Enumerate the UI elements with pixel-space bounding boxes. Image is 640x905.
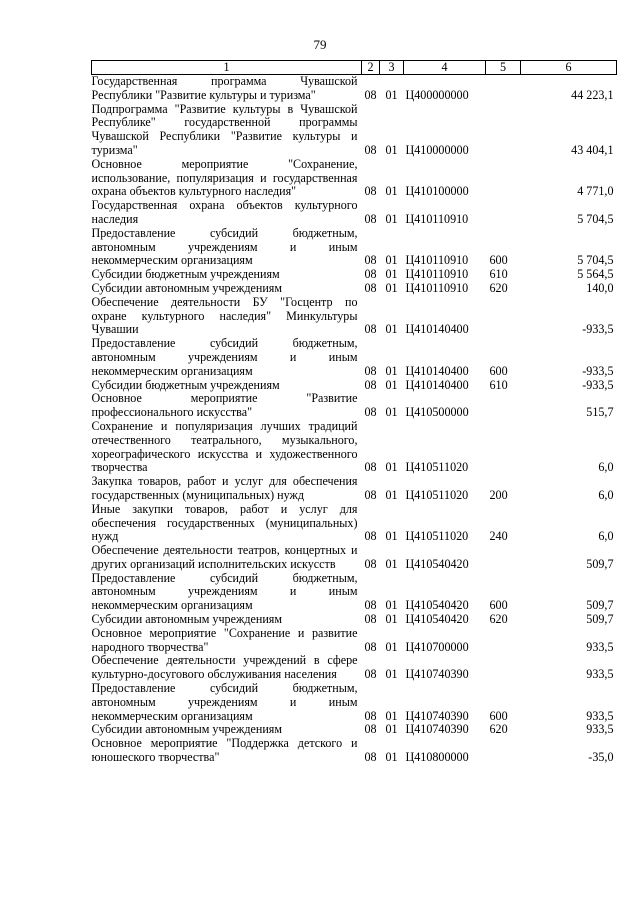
row-subsection: 01 [385, 612, 398, 627]
row-target-code: Ц410511020 [405, 460, 469, 475]
row-expense-group: 600 [489, 253, 508, 268]
row-expense-group: 240 [489, 529, 508, 544]
row-target-code: Ц410511020 [405, 487, 469, 502]
row-section: 08 [364, 142, 377, 157]
row-target-code: Ц410140400 [405, 322, 469, 337]
row-name: Государственная программа Чувашской Республики "Развитие культуры и туризма" [91, 74, 358, 102]
row-target-code: Ц410740390 [405, 708, 469, 723]
row-expense-group: 600 [489, 363, 508, 378]
table-row [92, 627, 617, 655]
row-section: 08 [364, 460, 377, 475]
row-amount: 5 704,5 [577, 253, 614, 268]
row-amount: 933,5 [586, 639, 614, 654]
row-amount: 5 704,5 [577, 211, 614, 226]
row-target-code: Ц410140400 [405, 377, 469, 392]
row-expense-group [486, 627, 521, 655]
row-expense-group: 600 [489, 598, 508, 613]
row-expense-group: 620 [489, 722, 508, 737]
row-expense-group: 620 [489, 280, 508, 295]
header-col-3: 3 [380, 61, 404, 75]
table-row [92, 158, 617, 199]
row-section: 08 [364, 267, 377, 282]
row-name: Субсидии бюджетным учреждениям [91, 377, 280, 392]
row-target-code: Ц410110910 [405, 253, 469, 268]
row-amount: 44 223,1 [571, 87, 614, 102]
row-expense-group [486, 420, 521, 475]
row-section: 08 [364, 363, 377, 378]
row-name: Обеспечение деятельности учреждений в сфере культурно-досугового обслуживания населения [91, 653, 358, 682]
row-subsection: 01 [385, 639, 398, 654]
row-name: Основное мероприятие "Сохранение, использование, популяризация и государственная охрана объектов культурного наследия" [91, 156, 358, 199]
header-col-5: 5 [486, 61, 521, 75]
table-row [92, 737, 617, 765]
row-target-code: Ц410110910 [405, 267, 469, 282]
row-amount: 509,7 [586, 556, 614, 571]
row-expense-group [486, 654, 521, 682]
row-section: 08 [364, 184, 377, 199]
row-amount: 509,7 [586, 598, 614, 613]
table-body [92, 75, 617, 765]
row-subsection: 01 [385, 280, 398, 295]
row-amount: -933,5 [582, 377, 614, 392]
row-name: Государственная охрана объектов культурного наследия [91, 198, 358, 226]
row-name: Предоставление субсидий бюджетным, автономным учреждениям и иным некоммерческим организациям [91, 570, 358, 613]
row-target-code: Ц410540420 [405, 556, 469, 571]
table-row [92, 227, 617, 268]
row-amount: 933,5 [586, 667, 614, 682]
row-subsection: 01 [385, 405, 398, 420]
row-expense-group [486, 103, 521, 158]
row-section: 08 [364, 556, 377, 571]
row-amount: 43 404,1 [571, 142, 614, 157]
row-subsection: 01 [385, 722, 398, 737]
row-name: Предоставление субсидий бюджетным, автономным учреждениям и иным некоммерческим организациям [91, 681, 358, 723]
row-target-code: Ц410100000 [405, 184, 469, 199]
row-subsection: 01 [385, 363, 398, 378]
row-amount: 6,0 [598, 487, 614, 502]
table-row [92, 544, 617, 572]
row-amount: 6,0 [598, 460, 614, 475]
row-section: 08 [364, 722, 377, 737]
row-subsection: 01 [385, 322, 398, 337]
row-amount: 140,0 [586, 280, 614, 295]
table-row [92, 503, 617, 544]
row-subsection: 01 [385, 142, 398, 157]
row-name: Субсидии автономным учреждениям [91, 722, 283, 737]
row-expense-group [486, 158, 521, 199]
row-subsection: 01 [385, 87, 398, 102]
row-expense-group: 200 [489, 487, 508, 502]
row-expense-group [486, 544, 521, 572]
row-subsection: 01 [385, 667, 398, 682]
row-expense-group [486, 199, 521, 227]
row-name: Сохранение и популяризация лучших традиций отечественного театрального, музыкального, хореографического искусства и художественного творчества [91, 418, 358, 475]
row-name: Основное мероприятие "Развитие профессионального искусства" [91, 391, 358, 420]
row-section: 08 [364, 405, 377, 420]
row-amount: -35,0 [588, 750, 614, 765]
row-target-code: Ц410500000 [405, 405, 469, 420]
row-name: Иные закупки товаров, работ и услуг для обеспечения государственных (муниципальных) нужд [91, 501, 358, 544]
row-section: 08 [364, 322, 377, 337]
table-row [92, 723, 617, 737]
table-row [92, 392, 617, 420]
row-name: Субсидии автономным учреждениям [91, 612, 283, 627]
header-col-6: 6 [521, 61, 617, 75]
row-section: 08 [364, 612, 377, 627]
row-section: 08 [364, 280, 377, 295]
row-subsection: 01 [385, 211, 398, 226]
row-amount: 509,7 [586, 612, 614, 627]
row-name: Обеспечение деятельности театров, концертных и других организаций исполнительских искусств [91, 543, 358, 571]
row-target-code: Ц410110910 [405, 211, 469, 226]
row-expense-group [486, 75, 521, 103]
row-subsection: 01 [385, 460, 398, 475]
table-row [92, 296, 617, 337]
table-row [92, 268, 617, 282]
row-subsection: 01 [385, 377, 398, 392]
table-row [92, 654, 617, 682]
row-amount: 933,5 [586, 722, 614, 737]
row-subsection: 01 [385, 253, 398, 268]
header-col-2: 2 [362, 61, 380, 75]
row-target-code: Ц400000000 [405, 87, 469, 102]
row-name: Предоставление субсидий бюджетным, автономным учреждениям и иным некоммерческим организациям [91, 336, 358, 378]
row-target-code: Ц410140400 [405, 363, 469, 378]
row-section: 08 [364, 750, 377, 765]
row-expense-group: 600 [489, 708, 508, 723]
row-section: 08 [364, 253, 377, 268]
row-section: 08 [364, 211, 377, 226]
row-subsection: 01 [385, 529, 398, 544]
row-amount: 515,7 [586, 405, 614, 420]
row-subsection: 01 [385, 487, 398, 502]
table-row [92, 613, 617, 627]
header-col-1: 1 [92, 61, 362, 75]
row-subsection: 01 [385, 750, 398, 765]
row-target-code: Ц410110910 [405, 280, 469, 295]
row-name: Субсидии автономным учреждениям [91, 280, 283, 295]
row-section: 08 [364, 639, 377, 654]
row-amount: 933,5 [586, 708, 614, 723]
row-amount: -933,5 [582, 322, 614, 337]
row-expense-group: 620 [489, 612, 508, 627]
row-amount: 4 771,0 [577, 184, 614, 199]
row-subsection: 01 [385, 184, 398, 199]
row-amount: -933,5 [582, 363, 614, 378]
row-name: Закупка товаров, работ и услуг для обеспечения государственных (муниципальных) нужд [91, 474, 358, 502]
row-section: 08 [364, 529, 377, 544]
row-expense-group: 610 [489, 267, 508, 282]
row-subsection: 01 [385, 598, 398, 613]
table-row [92, 475, 617, 503]
budget-table [91, 60, 617, 765]
row-subsection: 01 [385, 556, 398, 571]
row-expense-group [486, 392, 521, 420]
row-target-code: Ц410700000 [405, 639, 469, 654]
row-section: 08 [364, 87, 377, 102]
table-row [92, 199, 617, 227]
row-name: Основное мероприятие "Сохранение и развитие народного творчества" [91, 625, 358, 654]
row-section: 08 [364, 708, 377, 723]
row-target-code: Ц410511020 [405, 529, 469, 544]
table-row [92, 682, 617, 723]
row-section: 08 [364, 667, 377, 682]
table-row [92, 379, 617, 393]
row-name: Обеспечение деятельности БУ "Госцентр по охране культурного наследия" Минкультуры Чувашии [91, 294, 358, 337]
row-name: Предоставление субсидий бюджетным, автономным учреждениям и иным некоммерческим организациям [91, 225, 358, 268]
row-section: 08 [364, 487, 377, 502]
row-amount: 6,0 [598, 529, 614, 544]
row-subsection: 01 [385, 708, 398, 723]
row-target-code: Ц410540420 [405, 612, 469, 627]
row-target-code: Ц410000000 [405, 142, 469, 157]
header-col-4: 4 [404, 61, 486, 75]
table-row [92, 420, 617, 475]
table-row [92, 103, 617, 158]
row-section: 08 [364, 377, 377, 392]
row-name: Субсидии бюджетным учреждениям [91, 267, 280, 282]
row-amount: 5 564,5 [577, 267, 614, 282]
row-name: Основное мероприятие "Поддержка детского и юношеского творчества" [91, 736, 358, 765]
row-expense-group [486, 296, 521, 337]
table-header-row [92, 61, 617, 75]
row-name: Подпрограмма "Развитие культуры в Чувашской Республике" государственной программы Чувашской Республики "Развитие культуры и туризма" [91, 101, 358, 157]
page-number: 79 [313, 37, 327, 52]
row-target-code: Ц410740390 [405, 667, 469, 682]
row-expense-group: 610 [489, 377, 508, 392]
table-row [92, 282, 617, 296]
table-row [92, 572, 617, 613]
row-target-code: Ц410800000 [405, 750, 469, 765]
row-expense-group [486, 737, 521, 765]
table-row [92, 75, 617, 103]
row-subsection: 01 [385, 267, 398, 282]
row-target-code: Ц410740390 [405, 722, 469, 737]
row-section: 08 [364, 598, 377, 613]
table-row [92, 337, 617, 378]
row-target-code: Ц410540420 [405, 598, 469, 613]
